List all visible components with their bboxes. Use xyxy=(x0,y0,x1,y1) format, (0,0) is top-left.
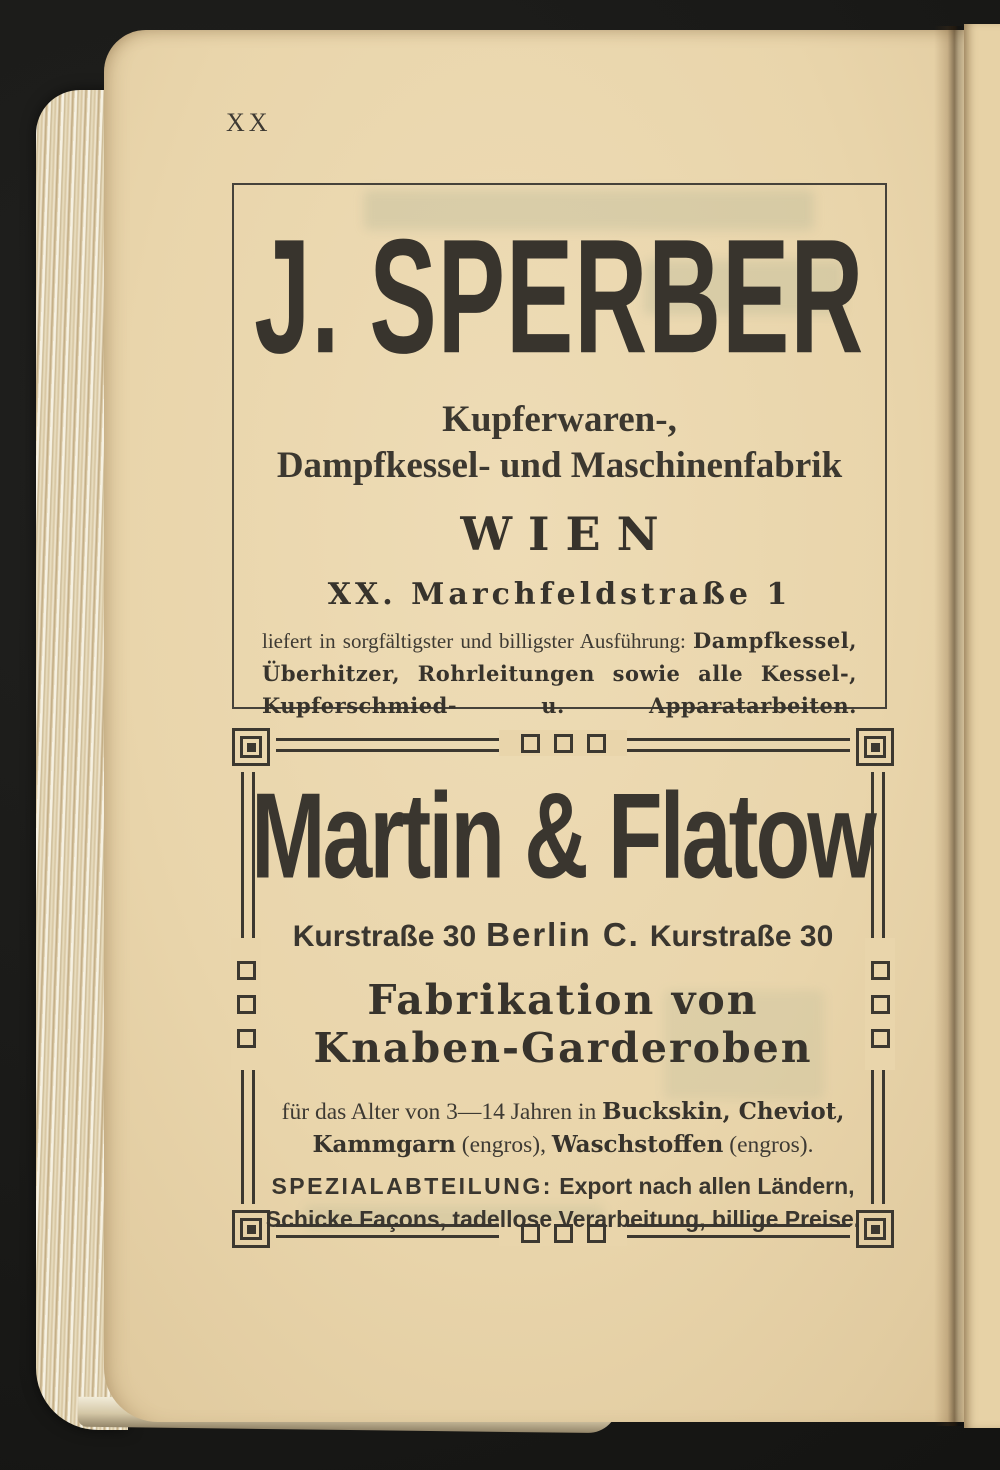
sperber-ad xyxy=(232,183,887,719)
street-right: Kurstraße 30 xyxy=(649,920,834,953)
adjacent-page-edge xyxy=(964,24,1000,1428)
martin-flatow-title-text: Martin & Flatow xyxy=(251,767,875,904)
special-text: Export nach allen Ländern, Schicke Façons, tadellose Verarbeitung, billige Preise. xyxy=(265,1173,861,1232)
page-number: XX xyxy=(226,108,272,137)
detail-regular: (engros). xyxy=(723,1132,814,1159)
sperber-ad-body-bold: Dampfkessel, Überhitzer, Rohrleitungen sowie alle Kessel-, Kupferschmied- u. Apparatarbeiten. xyxy=(262,628,857,719)
detail-bold: Buckskin, Cheviot, Kammgarn xyxy=(312,1098,845,1159)
square-ornament xyxy=(554,734,573,753)
street-left: Kurstraße 30 xyxy=(292,920,477,953)
sperber-ad-title-text: J. SPERBER xyxy=(254,205,865,388)
sperber-ad-subtitle-line1: Kupferwaren-, xyxy=(442,399,677,440)
sperber-ad-subtitle xyxy=(234,397,885,490)
detail-regular: (engros), xyxy=(455,1132,552,1159)
detail-regular: für das Alter von 3—14 Jahren in xyxy=(281,1099,603,1125)
martin-flatow-special xyxy=(258,1170,868,1235)
martin-flatow-ad xyxy=(232,728,894,1248)
detail-bold: Waschstoffen xyxy=(551,1131,724,1159)
sperber-ad-city: WIEN xyxy=(460,507,675,561)
sperber-ad-body-regular: liefert in sorgfältigster und billigster Ausführung: xyxy=(262,629,694,653)
street-city: Berlin C. xyxy=(486,916,640,953)
square-ornament xyxy=(587,734,606,753)
sperber-ad-body xyxy=(262,625,857,723)
sperber-ad-address: XX. Marchfeldstraße 1 xyxy=(327,577,792,612)
martin-flatow-street-line xyxy=(232,916,894,954)
page xyxy=(104,30,1000,1422)
martin-flatow-heading xyxy=(232,976,894,1073)
martin-flatow-detail xyxy=(262,1096,864,1163)
frame-corner-ornament xyxy=(232,728,270,766)
heading-line1: Fabrikation von xyxy=(367,976,759,1024)
sperber-ad-subtitle-line2: Dampfkessel- und Maschinenfabrik xyxy=(276,445,843,487)
special-label: SPEZIALABTEILUNG: xyxy=(271,1173,553,1199)
square-ornament xyxy=(521,734,540,753)
frame-top-squares xyxy=(499,730,627,756)
frame-corner-ornament xyxy=(856,728,894,766)
heading-line2: Knaben-Garderoben xyxy=(313,1024,813,1073)
sperber-ad-title xyxy=(234,197,885,397)
book-gutter xyxy=(934,26,968,1426)
martin-flatow-title xyxy=(232,766,894,906)
